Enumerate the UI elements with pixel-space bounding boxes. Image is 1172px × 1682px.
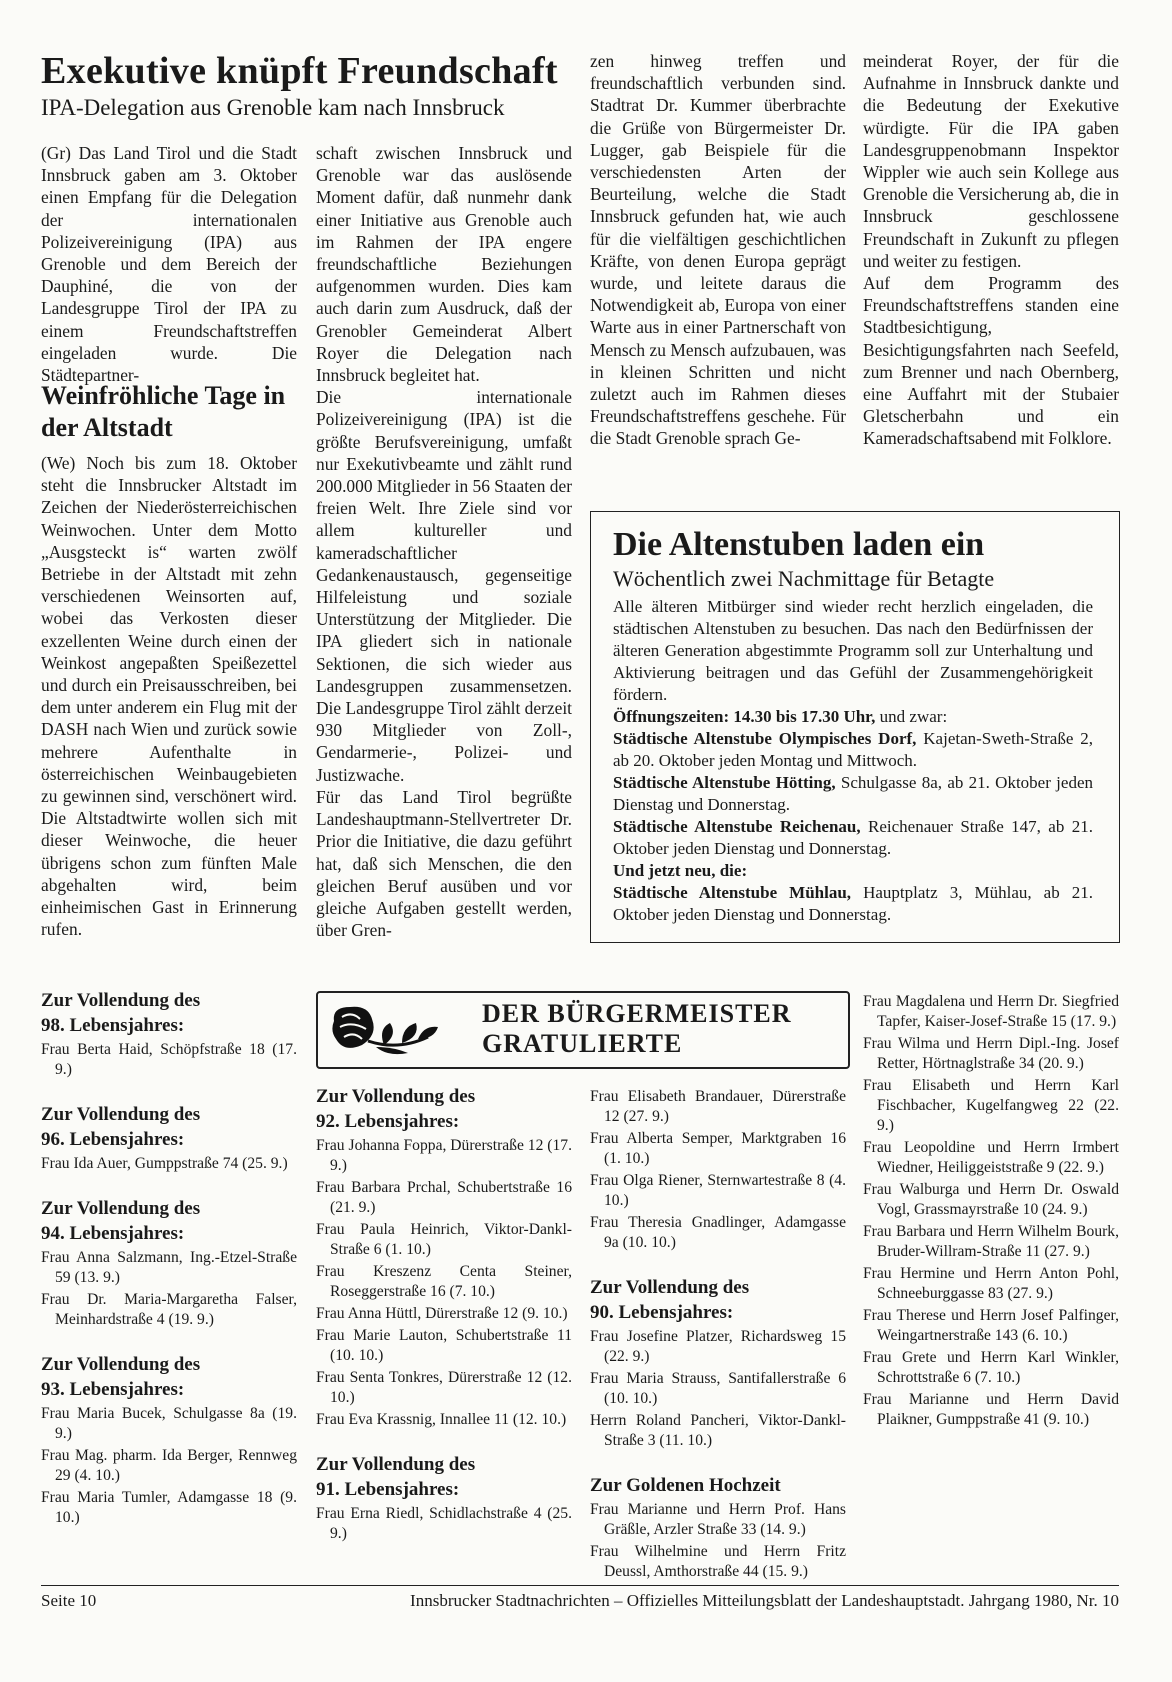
congratulation-entry: Frau Barbara und Herrn Wilhelm Bourk, Bruder-Willram-Straße 11 (27. 9.) [863,1223,1119,1260]
altenstube-details: Schulgasse 8a, ab 21. Oktober jeden Dienstag und Donnerstag. [613,773,1093,814]
group-heading: 90. Lebensjahres: [590,1302,734,1323]
congratulation-entry: Frau Marianne und Herrn David Plaikner, Gumppstraße 41 (9. 10.) [863,1391,1119,1428]
congratulation-entry: Frau Erna Riedl, Schidlachstraße 4 (25. 9.) [316,1505,572,1542]
group-heading: 96. Lebensjahres: [41,1129,185,1150]
altenstuben-intro: Alle älteren Mitbürger sind wieder recht herzlich eingeladen, die städtischen Altenstuben zu besuchen. Das nach den Bedürfnissen der älteren Generation abgestimmte Programm soll zur Unterhaltung und Aktivierung beitragen und das Gefühl der Zusammengehörigkeit fördern. [613,597,1093,704]
group-heading: Zur Goldenen Hochzeit [590,1475,781,1496]
opening-hours-rest: und zwar: [875,707,948,726]
congratulation-entry: Frau Anna Salzmann, Ing.-Etzel-Straße 59 (13. 9.) [41,1249,297,1286]
rose-icon [328,1001,448,1059]
group-heading: Zur Vollendung des [316,1454,476,1475]
gratulation-group [590,1275,846,1451]
altenstuben-new-label: Und jetzt neu, die: [613,861,748,880]
group-heading: Zur Vollendung des [41,1198,201,1219]
congratulation-entry: Frau Theresia Gnadlinger, Adamgasse 9a (10. 10.) [590,1214,846,1251]
banner-line-2: GRATULIERTE [482,1029,683,1058]
group-heading: 93. Lebensjahres: [41,1379,185,1400]
page-number: Seite 10 [41,1591,97,1610]
article1-paragraph: Die internationale Polizeivereinigung (IPA) ist die größte Berufsvereinigung, umfaßt nur Exekutivbeamte und zählt rund 200.000 Mitglieder in 56 Staaten der freien Welt. Ihre Ziele sind vor allem kultureller und kameradschaftlicher Gedankenaustausch, gegenseitige Hilfeleistung und soziale Unterstützung der Mitglieder. Die IPA gliedert sich in nationale Sektionen, die sich wieder aus Landesgruppen zusammensetzen. Die Landesgruppe Tirol zählt derzeit 930 Mitglieder von Zoll-, Gendarmerie-, Polizei- und Justizwache. [316,387,572,785]
congratulation-entry: Frau Berta Haid, Schöpfstraße 18 (17. 9.) [41,1041,297,1078]
altenstuben-subtitle: Wöchentlich zwei Nachmittage für Betagte [613,566,995,591]
publication-info: Innsbrucker Stadtnachrichten – Offizielles Mitteilungsblatt der Landeshauptstadt. Jahrgang 1980, Nr. 10 [410,1591,1119,1610]
article1-paragraph: Für das Land Tirol begrüßte Landeshauptmann-Stellvertreter Dr. Prior die Initiative, die dazu geführt hat, daß sich Menschen, die den gleichen Beruf ausüben und vor gleiche Aufgaben gestellt werden, über Gren- [316,786,572,941]
article-subtitle: IPA-Delegation aus Grenoble kam nach Innsbruck [41,95,505,120]
congratulation-entry: Frau Wilhelmine und Herrn Fritz Deussl, Amthorstraße 44 (15. 9.) [590,1543,846,1580]
congratulation-entry: Frau Elisabeth und Herrn Karl Fischbacher, Kugelfangweg 22 (22. 9.) [863,1077,1119,1134]
altenstube-entry [613,728,1093,772]
article1-paragraph: Auf dem Programm des Freundschaftstreffens standen eine Stadtbesichtigung, Besichtigungsfahrten nach Seefeld, zum Brenner und nach Obernberg, eine Auffahrt mit der Stubaier Gletscherbahn und ein Kameradschaftsabend mit Folklore. [863,273,1119,449]
congratulation-entry: Frau Maria Bucek, Schulgasse 8a (19. 9.) [41,1405,297,1442]
altenstube-entry [613,816,1093,860]
gratulation-group [41,1196,297,1330]
article1-column-2 [316,142,572,941]
group-heading: Zur Vollendung des [590,1277,750,1298]
congratulation-entry: Frau Wilma und Herrn Dipl.-Ing. Josef Retter, Hörtnaglstraße 34 (20. 9.) [863,1035,1119,1072]
congratulation-entry: Frau Maria Strauss, Santifallerstraße 6 (10. 10.) [590,1370,846,1407]
congratulation-entry: Frau Hermine und Herrn Anton Pohl, Schneeburggasse 83 (27. 9.) [863,1265,1119,1302]
group-heading: Zur Vollendung des [41,1104,201,1125]
group-heading: 98. Lebensjahres: [41,1015,185,1036]
congratulation-entry: Frau Mag. pharm. Ida Berger, Rennweg 29 (4. 10.) [41,1447,297,1484]
article1-paragraph: schaft zwischen Innsbruck und Grenoble war das auslösende Moment dafür, daß nunmehr dank einer Initiative aus Grenoble auch im Rahmen der IPA engere freundschaftliche Beziehungen aufgenommen wurden. Dies kam auch darin zum Ausdruck, daß der Grenobler Gemeinderat Albert Royer die Delegation nach Innsbruck begleitet hat. [316,143,572,386]
article-title: Exekutive knüpft Freundschaft [41,50,558,92]
congratulation-entry: Frau Grete und Herrn Karl Winkler, Schrottstraße 6 (7. 10.) [863,1349,1119,1386]
gratulation-group [590,1473,846,1582]
group-heading: Zur Vollendung des [41,990,201,1011]
congratulation-entry: Frau Paula Heinrich, Viktor-Dankl-Straße 6 (1. 10.) [316,1221,572,1258]
congratulation-entry: Frau Olga Riener, Sternwartestraße 8 (4. 10.) [590,1172,846,1209]
footer-rule [41,1585,1119,1586]
congratulation-entry: Frau Leopoldine und Herrn Irmbert Wiedner, Heiliggeiststraße 9 (22. 9.) [863,1139,1119,1176]
article1-column-3 [590,50,846,450]
gratulation-column-2 [316,1084,572,1566]
article1-column-1 [41,142,297,386]
congratulation-entry: Frau Therese und Herrn Josef Palfinger, Weingartnerstraße 143 (6. 10.) [863,1307,1119,1344]
group-heading: 91. Lebensjahres: [316,1479,460,1500]
gratulation-group [863,992,1119,1430]
gratulation-column-4 [863,990,1119,1452]
altenstube-name: Städtische Altenstube Olympisches Dorf, [613,729,917,748]
altenstube-details: Reichenauer Straße 147, ab 21. Oktober jeden Dienstag und Donnerstag. [613,817,1093,858]
congratulation-entry: Frau Josefine Platzer, Richardsweg 15 (22. 9.) [590,1328,846,1365]
group-heading: Zur Vollendung des [316,1086,476,1107]
gratulation-group [316,1084,572,1430]
altenstube-entry [613,882,1093,926]
altenstube-name: Städtische Altenstube Mühlau, [613,883,852,902]
congratulation-entry: Herrn Roland Pancheri, Viktor-Dankl-Straße 3 (11. 10.) [590,1412,846,1449]
congratulation-entry: Frau Walburga und Herrn Dr. Oswald Vogl, Grassmayrstraße 10 (24. 9.) [863,1181,1119,1218]
mayor-banner [316,991,850,1069]
congratulation-entry: Frau Johanna Foppa, Dürerstraße 12 (17. 9.) [316,1137,572,1174]
article2-title: Weinfröhliche Tage in der Altstadt [41,381,286,442]
gratulation-group [590,1087,846,1253]
altenstube-entry [613,772,1093,816]
altenstube-details: Kajetan-Sweth-Straße 2, ab 20. Oktober jeden Montag und Mittwoch. [613,729,1093,770]
congratulation-entry: Frau Marianne und Herrn Prof. Hans Gräßle, Arzler Straße 33 (14. 9.) [590,1501,846,1538]
gratulation-column-1 [41,988,297,1550]
banner-line-1: DER BÜRGERMEISTER [482,999,792,1028]
gratulation-column-3 [590,1085,846,1604]
congratulation-entry: Frau Senta Tonkres, Dürerstraße 12 (12. 10.) [316,1369,572,1406]
congratulation-entry: Frau Anna Hüttl, Dürerstraße 12 (9. 10.) [316,1305,568,1322]
gratulation-group [316,1452,572,1544]
article1-paragraph: zen hinweg treffen und freundschaftlich verbunden sind. Stadtrat Dr. Kummer überbrachte die Grüße von Bürgermeister Dr. Lugger, gab Beispiele für die verschiedensten Arten der Beurteilung, welche die Stadt Innsbruck gefunden hat, wie auch für die vielfältigen geschichtlichen Kräfte, von denen Europa geprägt wurde, und leitete daraus die Notwendigkeit ab, Europa von einer Warte aus in einer Partnerschaft von Mensch zu Mensch aufzubauen, was in kleinen Schritten und nicht zuletzt auch im Rahmen dieses Freundschaftstreffens geschehe. Für die Stadt Grenoble sprach Ge- [590,51,846,449]
group-heading: 94. Lebensjahres: [41,1223,185,1244]
congratulation-entry: Frau Marie Lauton, Schubertstraße 11 (10. 10.) [316,1327,572,1364]
congratulation-entry: Frau Barbara Prchal, Schubertstraße 16 (21. 9.) [316,1179,572,1216]
altenstuben-body [613,596,1093,926]
article2-body [41,452,297,940]
opening-hours [613,706,1093,728]
congratulation-entry: Frau Elisabeth Brandauer, Dürerstraße 12 (27. 9.) [590,1088,846,1125]
congratulation-entry: Frau Dr. Maria-Margaretha Falser, Meinhardstraße 4 (19. 9.) [41,1291,297,1328]
congratulation-entry: Frau Magdalena und Herrn Dr. Siegfried Tapfer, Kaiser-Josef-Straße 15 (17. 9.) [863,993,1119,1030]
gratulation-group [41,988,297,1080]
article2-paragraph: (We) Noch bis zum 18. Oktober steht die Innsbrucker Altstadt im Zeichen der Niederösterreichischen Weinwochen. Unter dem Motto „Ausgsteckt is“ warten zwölf Betriebe in der Altstadt mit zehn verschiedenen Weinsorten auf, wobei das Verkosten dieser exzellenten Weine durch einen der Weinkost angepaßten Speißezettel und durch ein Preisausschreiben, bei dem unter anderem ein Flug mit der DASH nach Wien und zurück sowie mehrere Aufenthalte in österreichischen Weinbaugebieten zu gewinnen sind, verschönert wird. Die Altstadtwirte wollen sich mit dieser Weinwoche, die heuer übrigens schon zum fünften Male abgehalten wird, beim einheimischen Gast in Erinnerung rufen. [41,453,297,940]
group-heading: Zur Vollendung des [41,1354,201,1375]
altenstuben-box [590,511,1120,943]
altenstube-name: Städtische Altenstube Reichenau, [613,817,861,836]
article1-paragraph: meinderat Royer, der für die Aufnahme in Innsbruck dankte und die Bedeutung der Exekutive würdigte. Für die IPA gaben Landesgruppenobmann Inspektor Wippler wie auch sein Kollege aus Grenoble die Versicherung ab, die in Innsbruck geschlossene Freundschaft in Zukunft zu pflegen und weiter zu festigen. [863,51,1119,271]
congratulation-entry: Frau Eva Krassnig, Innallee 11 (12. 10.) [316,1411,567,1428]
article1-paragraph: (Gr) Das Land Tirol und die Stadt Innsbruck gaben am 3. Oktober einen Empfang für die Delegation der internationalen Polizeivereinigung (IPA) aus Grenoble und dem Bereich der Dauphiné, die von der Landesgruppe Tirol der IPA zu einem Freundschaftstreffen eingeladen wurde. Die Städtepartner- [41,143,297,386]
congratulation-entry: Frau Ida Auer, Gumppstraße 74 (25. 9.) [41,1155,288,1172]
congratulation-entry: Frau Alberta Semper, Marktgraben 16 (1. 10.) [590,1130,846,1167]
altenstuben-title: Die Altenstuben laden ein [613,526,985,563]
congratulation-entry: Frau Maria Tumler, Adamgasse 18 (9. 10.) [41,1489,297,1526]
article1-column-4 [863,50,1119,450]
congratulation-entry: Frau Kreszenz Centa Steiner, Roseggerstraße 16 (7. 10.) [316,1263,572,1300]
gratulation-group [41,1102,297,1174]
opening-hours-label: Öffnungszeiten: 14.30 bis 17.30 Uhr, [613,707,876,726]
gratulation-group [41,1352,297,1528]
altenstube-name: Städtische Altenstube Hötting, [613,773,836,792]
altenstube-details: Hauptplatz 3, Mühlau, ab 21. Oktober jeden Dienstag und Donnerstag. [613,883,1094,924]
group-heading: 92. Lebensjahres: [316,1111,460,1132]
